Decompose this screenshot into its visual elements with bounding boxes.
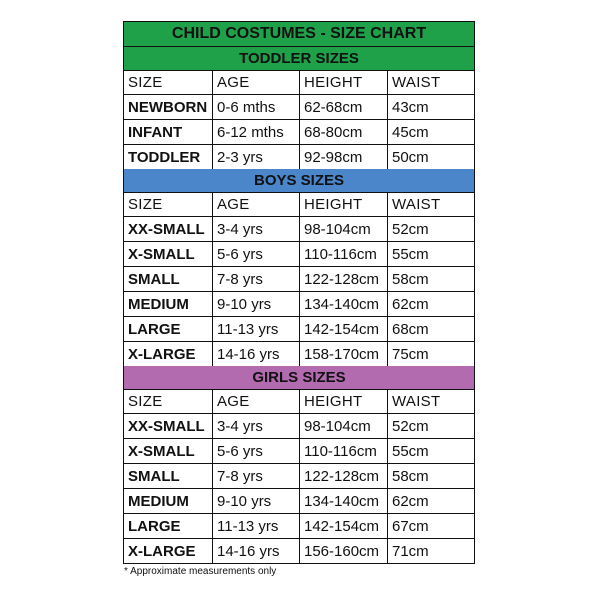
cell-size: MEDIUM xyxy=(124,489,213,513)
cell-height: 92-98cm xyxy=(300,145,388,169)
column-header-waist: WAIST xyxy=(392,393,441,410)
cell-height: 122-128cm xyxy=(300,464,388,488)
cell-size: LARGE xyxy=(124,514,213,538)
table-row xyxy=(124,514,474,539)
cell-waist: 55cm xyxy=(392,442,429,460)
cell-height: 98-104cm xyxy=(300,414,388,438)
cell-size: X-LARGE xyxy=(124,342,213,366)
cell-waist: 62cm xyxy=(392,492,429,510)
cell-waist: 58cm xyxy=(392,467,429,485)
cell-age: 11-13 yrs xyxy=(213,317,300,341)
cell-age: 2-3 yrs xyxy=(213,145,300,169)
cell-height: 110-116cm xyxy=(300,242,388,266)
cell-age: 9-10 yrs xyxy=(213,489,300,513)
cell-age: 11-13 yrs xyxy=(213,514,300,538)
cell-size: XX-SMALL xyxy=(124,217,213,241)
cell-waist: 52cm xyxy=(392,220,429,238)
column-header-size: SIZE xyxy=(124,71,213,94)
column-header-size: SIZE xyxy=(124,193,213,216)
size-chart-table xyxy=(123,21,475,564)
table-row xyxy=(124,414,474,439)
cell-height: 62-68cm xyxy=(300,95,388,119)
column-header-age: AGE xyxy=(213,390,300,413)
cell-size: X-LARGE xyxy=(124,539,213,563)
cell-age: 3-4 yrs xyxy=(213,414,300,438)
cell-height: 134-140cm xyxy=(300,489,388,513)
cell-height: 110-116cm xyxy=(300,439,388,463)
table-row xyxy=(124,120,474,145)
table-row xyxy=(124,489,474,514)
column-header-size: SIZE xyxy=(124,390,213,413)
table-row xyxy=(124,292,474,317)
footnote: * Approximate measurements only xyxy=(124,566,277,577)
cell-age: 5-6 yrs xyxy=(213,439,300,463)
cell-waist: 43cm xyxy=(392,98,429,116)
cell-height: 122-128cm xyxy=(300,267,388,291)
cell-height: 156-160cm xyxy=(300,539,388,563)
cell-size: INFANT xyxy=(124,120,213,144)
table-row xyxy=(124,242,474,267)
cell-age: 0-6 mths xyxy=(213,95,300,119)
column-header-height: HEIGHT xyxy=(300,193,388,216)
cell-size: MEDIUM xyxy=(124,292,213,316)
table-row xyxy=(124,317,474,342)
cell-age: 5-6 yrs xyxy=(213,242,300,266)
table-row xyxy=(124,539,474,563)
section-boys xyxy=(124,169,474,366)
section-heading-boys: BOYS SIZES xyxy=(124,169,474,193)
table-row xyxy=(124,267,474,292)
section-heading-girls: GIRLS SIZES xyxy=(124,366,474,390)
cell-waist: 45cm xyxy=(392,123,429,141)
cell-waist: 58cm xyxy=(392,270,429,288)
column-header-waist: WAIST xyxy=(392,74,441,91)
cell-age: 14-16 yrs xyxy=(213,539,300,563)
cell-size: XX-SMALL xyxy=(124,414,213,438)
column-header-age: AGE xyxy=(213,193,300,216)
table-row xyxy=(124,217,474,242)
cell-size: X-SMALL xyxy=(124,242,213,266)
cell-age: 9-10 yrs xyxy=(213,292,300,316)
cell-height: 134-140cm xyxy=(300,292,388,316)
cell-size: X-SMALL xyxy=(124,439,213,463)
section-heading-toddler: TODDLER SIZES xyxy=(124,47,474,71)
cell-age: 6-12 mths xyxy=(213,120,300,144)
cell-age: 7-8 yrs xyxy=(213,464,300,488)
cell-height: 158-170cm xyxy=(300,342,388,366)
table-row xyxy=(124,464,474,489)
column-header-age: AGE xyxy=(213,71,300,94)
column-header-waist: WAIST xyxy=(392,196,441,213)
cell-age: 7-8 yrs xyxy=(213,267,300,291)
chart-title: CHILD COSTUMES - SIZE CHART xyxy=(124,22,474,47)
cell-waist: 55cm xyxy=(392,245,429,263)
cell-height: 142-154cm xyxy=(300,514,388,538)
cell-size: NEWBORN xyxy=(124,95,213,119)
chart-sections xyxy=(124,47,474,563)
column-header-height: HEIGHT xyxy=(300,71,388,94)
section-toddler xyxy=(124,47,474,169)
cell-size: LARGE xyxy=(124,317,213,341)
cell-waist: 52cm xyxy=(392,417,429,435)
column-header-row xyxy=(124,71,474,95)
cell-waist: 71cm xyxy=(392,542,429,560)
cell-waist: 68cm xyxy=(392,320,429,338)
table-row xyxy=(124,342,474,366)
cell-waist: 50cm xyxy=(392,148,429,166)
cell-height: 142-154cm xyxy=(300,317,388,341)
cell-waist: 62cm xyxy=(392,295,429,313)
table-row xyxy=(124,439,474,464)
cell-waist: 67cm xyxy=(392,517,429,535)
section-girls xyxy=(124,366,474,563)
table-row xyxy=(124,95,474,120)
table-row xyxy=(124,145,474,169)
cell-size: SMALL xyxy=(124,464,213,488)
cell-height: 68-80cm xyxy=(300,120,388,144)
cell-age: 3-4 yrs xyxy=(213,217,300,241)
column-header-row xyxy=(124,193,474,217)
column-header-height: HEIGHT xyxy=(300,390,388,413)
cell-waist: 75cm xyxy=(392,345,429,363)
cell-age: 14-16 yrs xyxy=(213,342,300,366)
column-header-row xyxy=(124,390,474,414)
cell-height: 98-104cm xyxy=(300,217,388,241)
cell-size: SMALL xyxy=(124,267,213,291)
cell-size: TODDLER xyxy=(124,145,213,169)
